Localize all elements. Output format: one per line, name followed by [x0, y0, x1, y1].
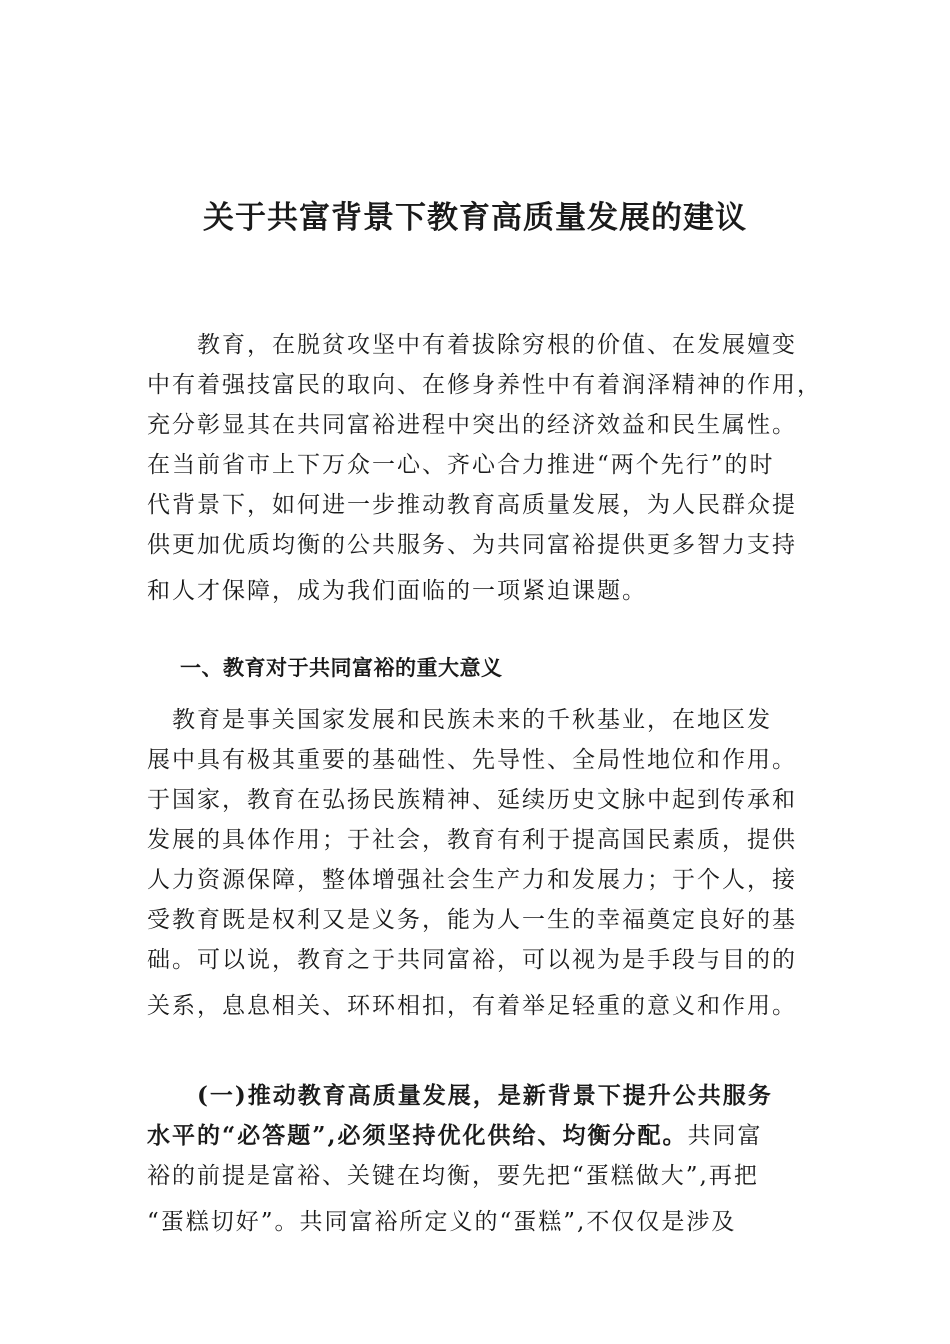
paragraph-line: 发展的具体作用；于社会，教育有利于提高国民素质，提供 [147, 827, 797, 853]
subsection1-paragraph [147, 1076, 817, 1242]
paragraph-line: 于国家，教育在弘扬民族精神、延续历史文脉中起到传承和 [147, 787, 797, 813]
section-heading: 一、教育对于共同富裕的重大意义 [180, 656, 503, 680]
paragraph-line: 关系，息息相关、环环相扣，有着举足轻重的意义和作用。 [147, 993, 797, 1019]
paragraph-line: 中有着强技富民的取向、在修身养性中有着润泽精神的作用， [147, 372, 822, 398]
paragraph-line: 供更加优质均衡的公共服务、为共同富裕提供更多智力支持 [147, 532, 797, 558]
paragraph-line: 展中具有极其重要的基础性、先导性、全局性地位和作用。 [147, 747, 797, 773]
paragraph-text: 共同富 [687, 1123, 763, 1149]
paragraph-line [147, 1116, 817, 1156]
paragraph-line: 充分彰显其在共同富裕进程中突出的经济效益和民生属性。 [147, 412, 797, 438]
intro-paragraph [147, 325, 822, 611]
subsection-heading-tail: 水平的“必答题”,必须坚持优化供给、均衡分配。 [147, 1122, 688, 1149]
subsection-heading-line: (一)推动教育高质量发展，是新背景下提升公共服务 [147, 1082, 773, 1109]
paragraph-line: 裕的前提是富裕、关键在均衡，要先把“蛋糕做大”,再把 [147, 1163, 759, 1189]
paragraph-line: 在当前省市上下万众一心、齐心合力推进“两个先行”的时 [147, 452, 775, 478]
paragraph-line: “蛋糕切好”。共同富裕所定义的“蛋糕”,不仅仅是涉及 [147, 1209, 737, 1235]
paragraph-line: 受教育既是权利又是义务，能为人一生的幸福奠定良好的基 [147, 907, 797, 933]
paragraph-line: 和人才保障，成为我们面临的一项紧迫课题。 [147, 578, 647, 604]
paragraph-line: 代背景下，如何进一步推动教育高质量发展，为人民群众提 [147, 492, 797, 518]
paragraph-line: 教育，在脱贫攻坚中有着拔除穷根的价值、在发展嬗变 [147, 332, 797, 358]
paragraph-line: 础。可以说，教育之于共同富裕，可以视为是手段与目的的 [147, 947, 797, 973]
paragraph-line: 人力资源保障，整体增强社会生产力和发展力；于个人，接 [147, 867, 797, 893]
document-title: 关于共富背景下教育高质量发展的建议 [203, 200, 747, 236]
section1-paragraph [147, 700, 817, 1026]
paragraph-line: 教育是事关国家发展和民族未来的千秋基业，在地区发 [147, 707, 772, 733]
